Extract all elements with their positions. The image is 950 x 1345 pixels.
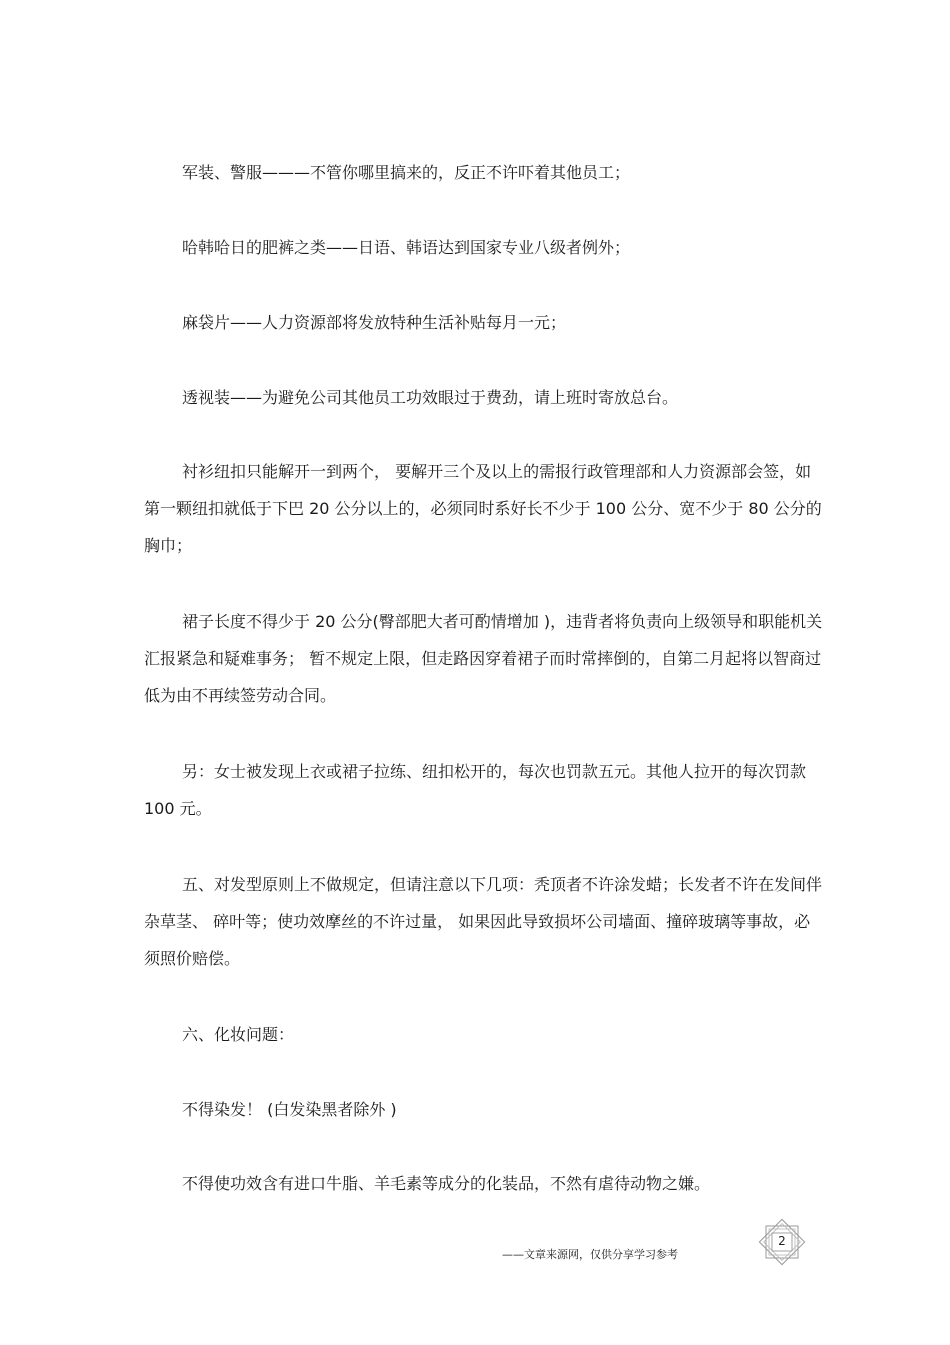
paragraph-military-uniform: 军装、警服———不管你哪里搞来的，反正不许吓着其他员工； [182,163,631,182]
paragraph-baggy-pants: 哈韩哈日的肥裤之类——日语、韩语达到国家专业八级者例外； [182,238,631,257]
paragraph-cosmetics: 不得使功效含有进口牛脂、羊毛素等成分的化装品，不然有虐待动物之嫌。 [182,1174,711,1193]
paragraph-zipper-fine: 另：女士被发现上衣或裙子拉练、纽扣松开的，每次也罚款五元。其他人拉开的每次罚款 100 元。 [144,762,807,818]
paragraph-skirt-length: 裙子长度不得少于 20 公分(臀部肥大者可酌情增加 )，违背者将负责向上级领导和职能机关汇报紧急和疑难事务； 暂不规定上限，但走路因穿着裙子而时常摔倒的，自第二月起将以智商过低为由不再续签劳动合同。 [144,612,823,705]
paragraph-sackcloth: 麻袋片——人力资源部将发放特种生活补贴每月一元； [182,313,567,332]
paragraph-makeup-heading: 六、化妆问题： [182,1025,295,1044]
paragraph-hairstyle: 五、对发型原则上不做规定，但请注意以下几项：秃顶者不许涂发蜡；长发者不许在发间伴杂草茎、 碎叶等；使功效摩丝的不许过量， 如果因此导致损坏公司墙面、撞碎玻璃等事故，必须照价赔偿。 [144,875,823,968]
page-number: 2 [778,1234,786,1248]
paragraph-see-through: 透视装——为避免公司其他员工功效眼过于费劲，请上班时寄放总台。 [182,388,679,407]
paragraph-shirt-buttons: 衬衫纽扣只能解开一到两个， 要解开三个及以上的需报行政管理部和人力资源部会签，如第一颗纽扣就低于下巴 20 公分以上的，必须同时系好长不少于 100 公分、宽不少于 80 公分的胸巾； [144,462,822,555]
footer-source-note: ——文章来源网，仅供分享学习参考 [502,1248,678,1261]
page-number-badge [758,1218,806,1266]
paragraph-no-hair-dye: 不得染发！ (白发染黑者除外 ) [182,1100,397,1119]
